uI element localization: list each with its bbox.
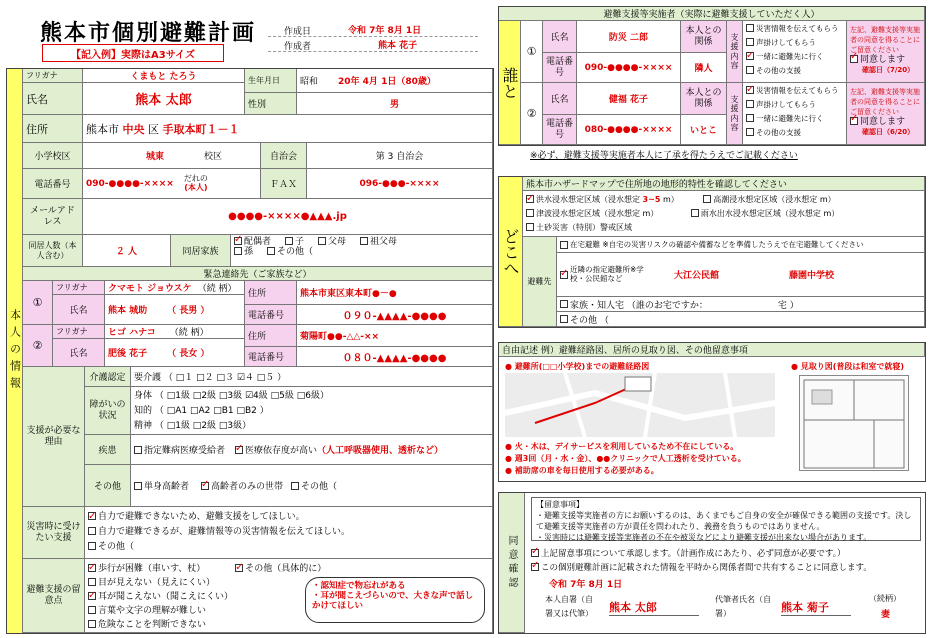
tel-label: 電話番号 (23, 169, 83, 199)
disability-values: 身体 （ □1級 □2級 □3級 ☑4級 □5級 □6級） 知的 （ □A1 □A2 □B1 □B2 ） 精神 （ □1級 □2級 □3級） (131, 387, 493, 435)
emergency-tel-1: ０９０-▲▲▲▲-●●●● (297, 305, 493, 325)
family-check-3[interactable] (360, 237, 368, 245)
who-name-label-2: 氏名 (543, 83, 577, 115)
other-check-3[interactable] (291, 482, 299, 490)
consent-section (498, 492, 926, 634)
mail-label: メールアドレス (23, 199, 83, 235)
points-label: 避難支援の留意点 (23, 559, 85, 633)
consent-side-label: 同意確認 (499, 493, 525, 633)
point-check-6[interactable] (88, 620, 96, 628)
help2-check-2[interactable] (746, 100, 754, 108)
fax-value: 096-●●●-×××× (307, 169, 493, 199)
consent-date: 令和 7年 8月 1日 (549, 580, 623, 590)
point-check-1[interactable] (88, 564, 96, 572)
created-label: 作成日 (284, 27, 312, 37)
reason-label: 支援が必要な理由 (23, 367, 85, 507)
emergency-name-2: 肥後 花子 （ 長女 ） (105, 339, 245, 367)
family-check-2[interactable] (318, 237, 326, 245)
emergency-addr-2: 菊陽町●●-△△-×× (297, 325, 493, 347)
hazard-check-5[interactable] (526, 223, 534, 231)
who-footnote: ※必ず、避難支援等実施者本人に了承を得たうえでご記載ください (530, 151, 798, 161)
emergency-kana-2: ヒゴ ハナコ （続 柄） (105, 325, 245, 339)
who-help-label-1: 支援内容 (727, 21, 743, 83)
emergency-tel-label-2: 電話番号 (245, 347, 297, 367)
point-check-2[interactable] (235, 564, 243, 572)
council-value: 第 3 自治会 (307, 143, 493, 169)
illness-values: 指定難病医療受給者 ✓ 医療依存度が高い （人工呼吸器使用、透析など） (131, 435, 493, 465)
emergency-name-label-1: 氏名 (53, 295, 105, 325)
birth-value: 20年 4月 1日（80歳） (338, 77, 436, 87)
proxy-rel: 妻 (881, 610, 891, 620)
hazard-list: ✓洪水浸水想定区域（浸水想定 3~5 m） 高潮浸水想定区域（浸水想定 m） 津波浸水想定区域（浸水想定 m） 雨水出水浸水想定区域（浸水想定 m） 土砂災害（特別）警戒区域 (523, 191, 925, 237)
header-meta (268, 22, 478, 52)
want-values: ✓自力で避難できないため、避難支援をしてほしい。 自力で避難できるが、避難情報等の災害情報を伝えてほしい。 その他（ (85, 507, 493, 559)
other-label: その他 (85, 465, 131, 507)
who-rel-1: 隣人 (681, 53, 727, 83)
school-label: 小学校区 (23, 143, 83, 169)
sex-value: 男 (297, 93, 493, 115)
who-tel-label-1: 電話番号 (543, 53, 577, 83)
who-rel-2: いとこ (681, 115, 727, 145)
point-check-4[interactable] (88, 592, 96, 600)
help1-check-2[interactable] (746, 38, 754, 46)
who-name-2: 健福 花子 (577, 83, 681, 115)
other-check-2[interactable] (201, 482, 209, 490)
want-check-3[interactable] (88, 542, 96, 550)
era-value: 昭和 (300, 77, 319, 87)
points-values: ✓歩行が困難（車いす、杖）✓ その他（具体的に） 目が見えない（見えにくい） ✓耳が聞こえない（聞こえにくい） 言葉や文字の理解が難しい 危険なことを判断できない (85, 559, 493, 633)
who-section (498, 6, 926, 146)
agree1-check[interactable] (850, 55, 858, 63)
emergency-title: 緊急連絡先（ご家族など） (23, 267, 493, 281)
other-values: 単身高齢者 ✓ 高齢者のみの世帯 その他（ (131, 465, 493, 507)
sex-label: 性別 (245, 93, 297, 115)
where-title: 熊本市ハザードマップで住所地の地形的特性を確認してください (523, 177, 925, 191)
consent-check-1[interactable] (531, 549, 539, 557)
dest-check-home[interactable] (560, 241, 568, 249)
emergency-kana-1: クマモト ジョウスケ （続 柄） (105, 281, 245, 295)
proxy-sign: 熊本 菊子 (781, 599, 851, 616)
school-value: 城東 校区 (83, 143, 261, 169)
fax-label: ＦＡＸ (261, 169, 307, 199)
dest-shelter: ✓ 近隣の指定避難所※学校・公民館など 大江公民館 藤園中学校 (557, 253, 925, 297)
plan-caption: ● 見取り図(普段は和室で就寝) (791, 362, 905, 371)
birth-label: 生年月日 (245, 69, 297, 93)
consent-check-2[interactable] (531, 563, 539, 571)
dest-check-other[interactable] (560, 315, 568, 323)
hazard-check-1[interactable] (526, 195, 534, 203)
side-label-person: 本人の情報 (7, 69, 23, 633)
council-label: 自治会 (261, 143, 307, 169)
route-caption: ● 避難所(□□小学校)までの避難経路図 (505, 362, 650, 371)
emergency-addr-label-2: 住所 (245, 325, 297, 347)
family-check-4[interactable] (234, 247, 242, 255)
who-title: 避難支援等実施者（実際に避難支援していただく人） (499, 7, 925, 21)
proxy-rel-label: （続柄） (869, 594, 901, 603)
name-label: 氏名 (23, 83, 83, 115)
dest-other: その他 （ (557, 312, 925, 327)
who-agree-2: 左記、避難支援等実施者の同意を得ることにご留意ください ✓同意します 確認日（6/20） (847, 83, 925, 145)
family-check-0[interactable] (234, 237, 242, 245)
emergency-kana-label-1: フリガナ (53, 281, 105, 295)
self-sign: 熊本 太郎 (609, 599, 699, 616)
who-help-label-2: 支援内容 (727, 83, 743, 145)
help2-check-3[interactable] (746, 114, 754, 122)
agree2-check[interactable] (850, 117, 858, 125)
hazard-check-4[interactable] (691, 209, 699, 217)
family-label: 同居家族 (171, 235, 231, 267)
who-tel-2: 080-●●●●-×××× (577, 115, 681, 145)
who-agree-1: 左記、避難支援等実施者の同意を得ることにご留意ください ✓同意します 確認日（7/20） (847, 21, 925, 83)
points-memo: ・認知症で物忘れがある ・耳が聞こえづらいので、大きな声で話しかけてほしい (305, 577, 485, 623)
hazard-check-2[interactable] (703, 195, 711, 203)
care-value: 要介護 （ □１ □２ □３ ☑４ □５ ） (131, 367, 493, 387)
consent-check-1-row: ✓上記留意事項について承認します。（計画作成にあたり、必ず同意が必要です。） (531, 547, 845, 559)
free-section (498, 342, 926, 482)
emergency-kana-label-2: フリガナ (53, 325, 105, 339)
help1-check-4[interactable] (746, 66, 754, 74)
created-value: 令和 7年 8月 1日 (348, 26, 422, 36)
who-help-1: 災害情報を伝えてもらう 声掛けしてもらう ✓一緒に避難先に行く その他の支援 (743, 21, 847, 83)
family-check-5[interactable] (267, 247, 275, 255)
help1-check-3[interactable] (746, 52, 754, 60)
dest-relative: 家族・知人宅 （誰のお宅ですか： 宅 ） (557, 297, 925, 312)
where-side-label: どこへ (499, 177, 523, 327)
other-check-1[interactable] (134, 482, 142, 490)
self-sign-label: 本人自署（自署又は代筆） (545, 595, 593, 618)
household-label: 同居人数（本人含む） (23, 235, 83, 267)
birth-field (297, 69, 493, 93)
who-rel-label-1: 本人との関係 (681, 21, 727, 53)
who-rel-label-2: 本人との関係 (681, 83, 727, 115)
want-label: 災害時に受けたい支援 (23, 507, 85, 559)
author-value: 熊本 花子 (378, 41, 418, 51)
who-num-2: ② (521, 83, 543, 145)
mail-value: ●●●●-××××●▲▲▲.jp (83, 199, 493, 235)
household-value: ２ 人 (83, 235, 171, 267)
emergency-num-2: ② (23, 325, 53, 367)
dest-check-relative[interactable] (560, 300, 568, 308)
floor-plan-image (799, 375, 909, 471)
help1-check-1[interactable] (746, 24, 754, 32)
name-value: 熊本 太郎 (83, 83, 245, 115)
illness-check-1[interactable] (134, 446, 142, 454)
address-label: 住所 (23, 115, 83, 143)
help2-check-4[interactable] (746, 128, 754, 136)
dest-label: 避難先 (523, 237, 557, 327)
who-side-label: 誰と (499, 21, 521, 145)
who-help-2: ✓災害情報を伝えてもらう 声掛けしてもらう 一緒に避難先に行く その他の支援 (743, 83, 847, 145)
point-check-5[interactable] (88, 606, 96, 614)
dest-home: 在宅避難 ※自宅の災害リスクの確認や備蓄などを準備したうえで在宅避難してください (557, 237, 925, 253)
furigana-value: くまもと たろう (83, 69, 245, 83)
author-label: 作成者 (284, 42, 312, 52)
family-check-1[interactable] (285, 237, 293, 245)
hazard-check-3[interactable] (526, 209, 534, 217)
illness-label: 疾患 (85, 435, 131, 465)
who-num-1: ① (521, 21, 543, 83)
who-name-1: 防災 二郎 (577, 21, 681, 53)
emergency-addr-label-1: 住所 (245, 281, 297, 305)
want-check-1[interactable] (88, 512, 96, 520)
free-title: 自由記述 例）避難経路図、居所の見取り図、その他留意事項 (499, 343, 925, 357)
consent-check-2-row: ✓この個別避難計画に記載された情報を平時から関係者間で共有することに同意します。 (531, 561, 872, 573)
emergency-tel-label-1: 電話番号 (245, 305, 297, 325)
illness-check-2[interactable] (235, 446, 243, 454)
disability-label: 障がいの状況 (85, 387, 131, 435)
address-value: 熊本市 中央 区 手取本町１－１ (83, 115, 493, 143)
emergency-name-1: 熊本 城助 （ 長男 ） (105, 295, 245, 325)
who-tel-1: 090-●●●●-×××× (577, 53, 681, 83)
route-map-image (505, 373, 775, 437)
family-options: ✓配偶者 子 父母 祖父母 孫 その他（ (231, 235, 493, 267)
who-tel-label-2: 電話番号 (543, 115, 577, 145)
help2-check-1[interactable] (746, 86, 754, 94)
emergency-addr-1: 熊本市東区東本町●－● (297, 281, 493, 305)
point-check-3[interactable] (88, 578, 96, 586)
page-title: 熊本市個別避難計画 (40, 21, 257, 46)
consent-notes: 【留意事項】 ・避難支援等実施者の方にお願いするのは、あくまでもご自身の安全が確保できる範囲の支援です。決して避難支援等実施者の方が責任を問われたり、義務を負うものではありません。 ・災害時には避難支援等実施者の不在や被災などにより避難支援が出来ない場合があります。 (531, 497, 921, 541)
emergency-tel-2: ０８０-▲▲▲▲-●●●● (297, 347, 493, 367)
where-section (498, 176, 926, 328)
dest-check-shelter[interactable] (560, 271, 568, 279)
who-name-label-1: 氏名 (543, 21, 577, 53)
emergency-name-label-2: 氏名 (53, 339, 105, 367)
want-check-2[interactable] (88, 527, 96, 535)
free-notes: ● 火・木は、デイサービスを利用しているため不在にしている。 ● 週3回（月・水・金）、●●クリニックで人工透析を受けている。 ● 補助席の車を毎日使用する必要がある。 (505, 442, 746, 475)
sample-note: 【記入例】実際はA3サイズ (42, 44, 224, 62)
care-label: 介護認定 (85, 367, 131, 387)
tel-value: 090-●●●●-×××× だれの (本人) (83, 169, 261, 199)
emergency-num-1: ① (23, 281, 53, 325)
furigana-label: フリガナ (23, 69, 83, 83)
personal-info-form (6, 68, 494, 634)
proxy-sign-label: 代筆者氏名（自署） (715, 595, 771, 618)
